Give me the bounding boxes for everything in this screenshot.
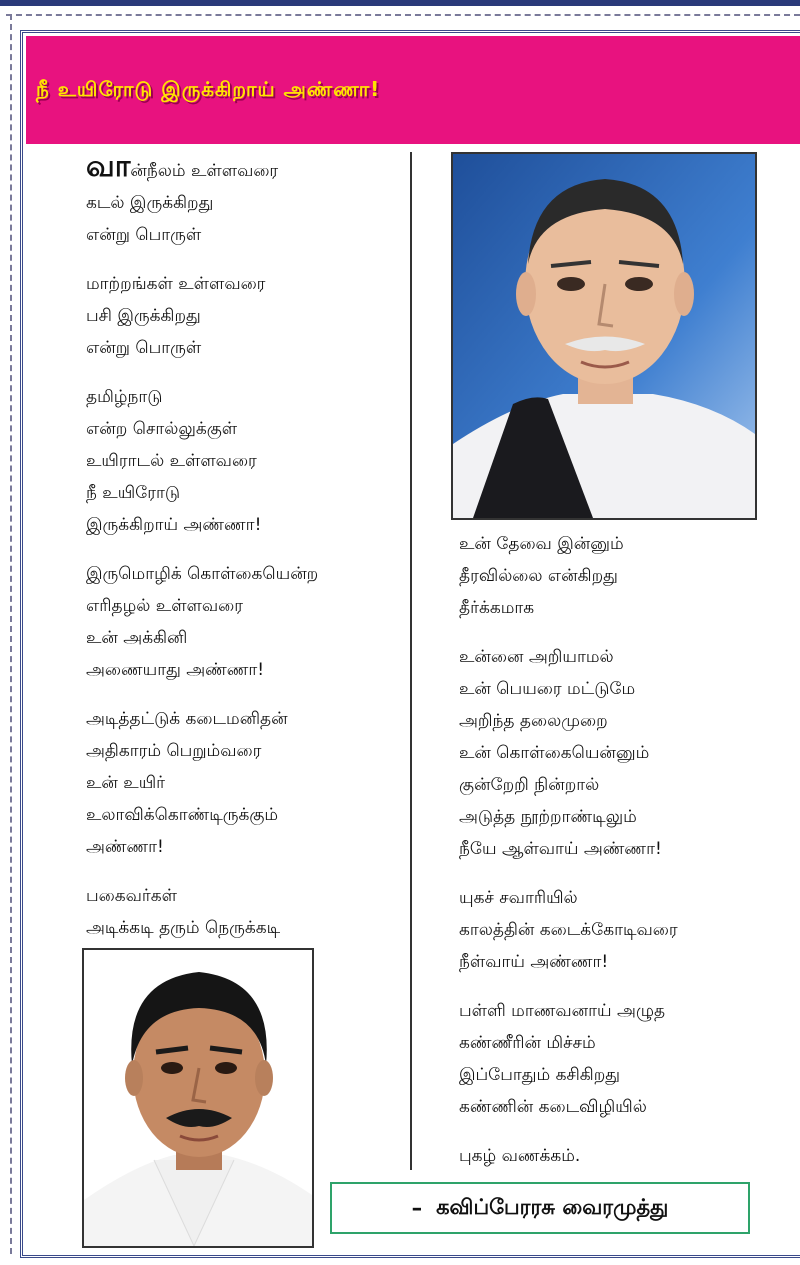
poem-line-text: அண்ணா! (86, 837, 164, 857)
poem-line (86, 509, 406, 541)
poem-line (459, 560, 789, 592)
poem-line-text: உயிராடல் உள்ளவரை (86, 451, 257, 471)
poem-line (459, 592, 789, 624)
poem-line-text: தீரவில்லை என்கிறது (459, 566, 618, 586)
poem-line-text: அணையாது அண்ணா! (86, 660, 265, 680)
poem-line-text: கண்ணின் கடைவிழியில் (459, 1097, 647, 1117)
poem-line-text: உன் அக்கினி (86, 628, 188, 648)
signature-name: கவிப்பேரரசு வைரமுத்து (436, 1194, 669, 1219)
poem-line (86, 735, 406, 767)
poem-line (86, 654, 406, 686)
poem-line-text: என்று பொருள் (86, 338, 202, 358)
top-border-bar (0, 0, 800, 6)
poem-line-text: குன்றேறி நின்றால் (459, 775, 600, 795)
poem-line (459, 882, 789, 914)
poem-left-column (86, 149, 406, 961)
portrait-photo-annadurai (451, 152, 757, 520)
poem-line-text: மாற்றங்கள் உள்ளவரை (86, 274, 266, 294)
poem-line-text: நீள்வாய் அண்ணா! (459, 952, 609, 972)
poem-line (459, 769, 789, 801)
dashed-cut-line-top (6, 14, 800, 16)
poem-line (86, 912, 406, 944)
poem-stanza (86, 558, 406, 686)
poem-stanza (86, 381, 406, 541)
poem-line-text: உலாவிக்கொண்டிருக்கும் (86, 805, 279, 825)
poem-line (86, 880, 406, 912)
poem-line-text: கடல் இருக்கிறது (86, 193, 214, 213)
poem-line (459, 641, 789, 673)
poem-line-text: பசி இருக்கிறது (86, 306, 201, 326)
poem-line-text: அடுத்த நூற்றாண்டிலும் (459, 807, 637, 827)
poem-line (459, 995, 789, 1027)
signature-dash: – (411, 1196, 423, 1220)
poem-line (459, 946, 789, 978)
poem-line (459, 801, 789, 833)
headline: நீ உயிரோடு இருக்கிறாய் அண்ணா! (36, 77, 381, 101)
poem-line-text: நீ உயிரோடு (86, 483, 181, 503)
poem-line (459, 1059, 789, 1091)
poem-line (86, 767, 406, 799)
column-divider (410, 152, 412, 1170)
poem-line-text: யுகச் சவாரியில் (459, 888, 578, 908)
poem-line-text: என்று பொருள் (86, 225, 202, 245)
poem-line (86, 799, 406, 831)
poem-line (86, 703, 406, 735)
poem-stanza (459, 528, 789, 624)
poem-line-text: நீயே ஆள்வாய் அண்ணா! (459, 839, 662, 859)
poem-line-text: அறிந்த தலைமுறை (459, 711, 608, 731)
dashed-cut-line-left (10, 14, 12, 1254)
poem-stanza (86, 149, 406, 251)
poem-line (459, 673, 789, 705)
poem-stanza (459, 995, 789, 1123)
poem-line (86, 558, 406, 590)
poem-stanza (86, 880, 406, 944)
poem-line (86, 445, 406, 477)
poem-line (459, 528, 789, 560)
poem-line-text: எரிதழல் உள்ளவரை (86, 596, 244, 616)
poem-line (86, 590, 406, 622)
poem-line (459, 1140, 789, 1172)
poem-line (459, 914, 789, 946)
poem-stanza (86, 268, 406, 364)
poem-line (86, 413, 406, 445)
poem-line-text: உன் தேவை இன்னும் (459, 534, 624, 554)
poem-line-text: பள்ளி மாணவனாய் அழுத (459, 1001, 666, 1021)
poem-line-text: தமிழ்நாடு (86, 387, 163, 407)
poem-line-text: உன்னை அறியாமல் (459, 647, 614, 667)
poem-line-text: பகைவர்கள் (86, 886, 177, 906)
poem-line-text: கண்ணீரின் மிச்சம் (459, 1033, 596, 1053)
poem-line (459, 1027, 789, 1059)
poem-line-text: இருமொழிக் கொள்கையென்ற (86, 564, 319, 584)
poem-line-text: உன் உயிர் (86, 773, 166, 793)
poem-line (86, 149, 406, 187)
poem-line (459, 737, 789, 769)
poem-line-text: இருக்கிறாய் அண்ணா! (86, 515, 262, 535)
poem-line (86, 622, 406, 654)
poem-line (86, 332, 406, 364)
poem-line (459, 833, 789, 865)
poem-line (459, 705, 789, 737)
poem-stanza (86, 703, 406, 863)
headline-banner (26, 36, 800, 144)
signature-box (330, 1182, 750, 1234)
poem-line (86, 268, 406, 300)
poem-right-column (459, 528, 789, 1189)
poem-line (86, 477, 406, 509)
poem-line (459, 1091, 789, 1123)
poem-stanza (459, 1140, 789, 1172)
poem-line-text: அதிகாரம் பெறும்வரை (86, 741, 262, 761)
poem-line (86, 187, 406, 219)
poem-line-text: ன்நீலம் உள்ளவரை (130, 161, 279, 181)
poem-line (86, 300, 406, 332)
poem-line (86, 219, 406, 251)
poem-dropcap: வா (86, 149, 131, 184)
poem-line-text: அடிக்கடி தரும் நெருக்கடி (86, 918, 281, 938)
poem-line-text: உன் பெயரை மட்டுமே (459, 679, 636, 699)
poem-line-text: உன் கொள்கையென்னும் (459, 743, 650, 763)
poem-line-text: இப்போதும் கசிகிறது (459, 1065, 621, 1085)
poem-stanza (459, 641, 789, 865)
poem-line-text: அடித்தட்டுக் கடைமனிதன் (86, 709, 288, 729)
poem-line (86, 381, 406, 413)
poem-line-text: தீர்க்கமாக (459, 598, 535, 618)
poem-line (86, 831, 406, 863)
poem-line-text: காலத்தின் கடைக்கோடிவரை (459, 920, 678, 940)
poem-stanza (459, 882, 789, 978)
portrait-photo-vairamuthu (82, 948, 314, 1248)
poem-line-text: என்ற சொல்லுக்குள் (86, 419, 238, 439)
poem-line-text: புகழ் வணக்கம். (459, 1146, 581, 1166)
